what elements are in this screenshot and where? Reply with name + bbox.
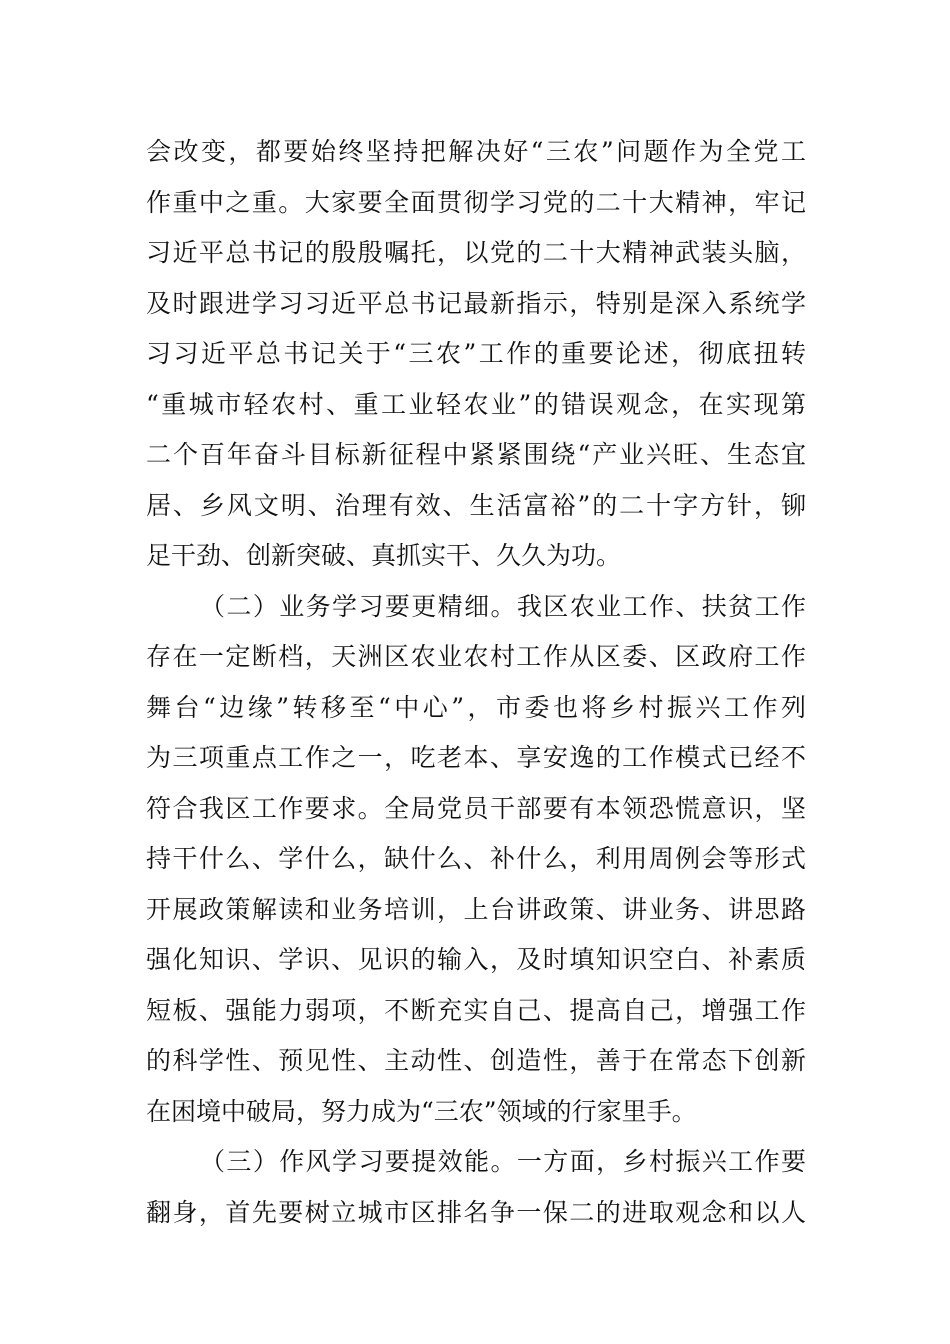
text-line: 会改变，都要始终坚持把解决好“三农”问题作为全党工	[146, 137, 806, 166]
text-line: 居、乡风文明、治理有效、生活富裕”的二十字方针，铆	[146, 490, 806, 520]
body-text	[146, 127, 806, 1238]
text-line: 符合我区工作要求。全局党员干部要有本领恐慌意识，坚	[146, 793, 806, 823]
text-line: “重城市轻农村、重工业轻农业”的错误观念，在实现第	[146, 389, 806, 419]
text-line: 习习近平总书记关于“三农”工作的重要论述，彻底扭转	[146, 339, 806, 368]
text-line: 在困境中破局，努力成为“三农”领域的行家里手。	[146, 1096, 697, 1126]
text-line: 习近平总书记的殷殷嘱托，以党的二十大精神武装头脑，	[146, 238, 806, 267]
text-line: 存在一定断档，天洲区农业农村工作从区委、区政府工作	[146, 642, 806, 671]
text-line: 强化知识、学识、见识的输入，及时填知识空白、补素质	[146, 945, 806, 974]
section-heading-line: （二）业务学习要更精细。我区农业工作、扶贫工作	[200, 591, 806, 621]
section-heading-line: （三）作风学习要提效能。一方面，乡村振兴工作要	[200, 1147, 806, 1176]
text-line: 的科学性、预见性、主动性、创造性，善于在常态下创新	[146, 1046, 806, 1075]
text-line: 足干劲、创新突破、真抓实干、久久为功。	[146, 541, 622, 570]
text-line: 及时跟进学习习近平总书记最新指示，特别是深入系统学	[146, 288, 806, 318]
text-line: 二个百年奋斗目标新征程中紧紧围绕“产业兴旺、生态宜	[146, 440, 806, 469]
text-line: 为三项重点工作之一，吃老本、享安逸的工作模式已经不	[146, 743, 806, 772]
text-line: 持干什么、学什么，缺什么、补什么，利用周例会等形式	[146, 844, 806, 873]
text-line: 作重中之重。大家要全面贯彻学习党的二十大精神，牢记	[146, 187, 806, 217]
text-line: 翻身，首先要树立城市区排名争一保二的进取观念和以人	[146, 1197, 806, 1227]
text-line: 短板、强能力弱项，不断充实自己、提高自己，增强工作	[146, 995, 806, 1025]
text-line: 开展政策解读和业务培训，上台讲政策、讲业务、讲思路	[146, 894, 806, 924]
text-line: 舞台“边缘”转移至“中心”，市委也将乡村振兴工作列	[146, 692, 806, 722]
